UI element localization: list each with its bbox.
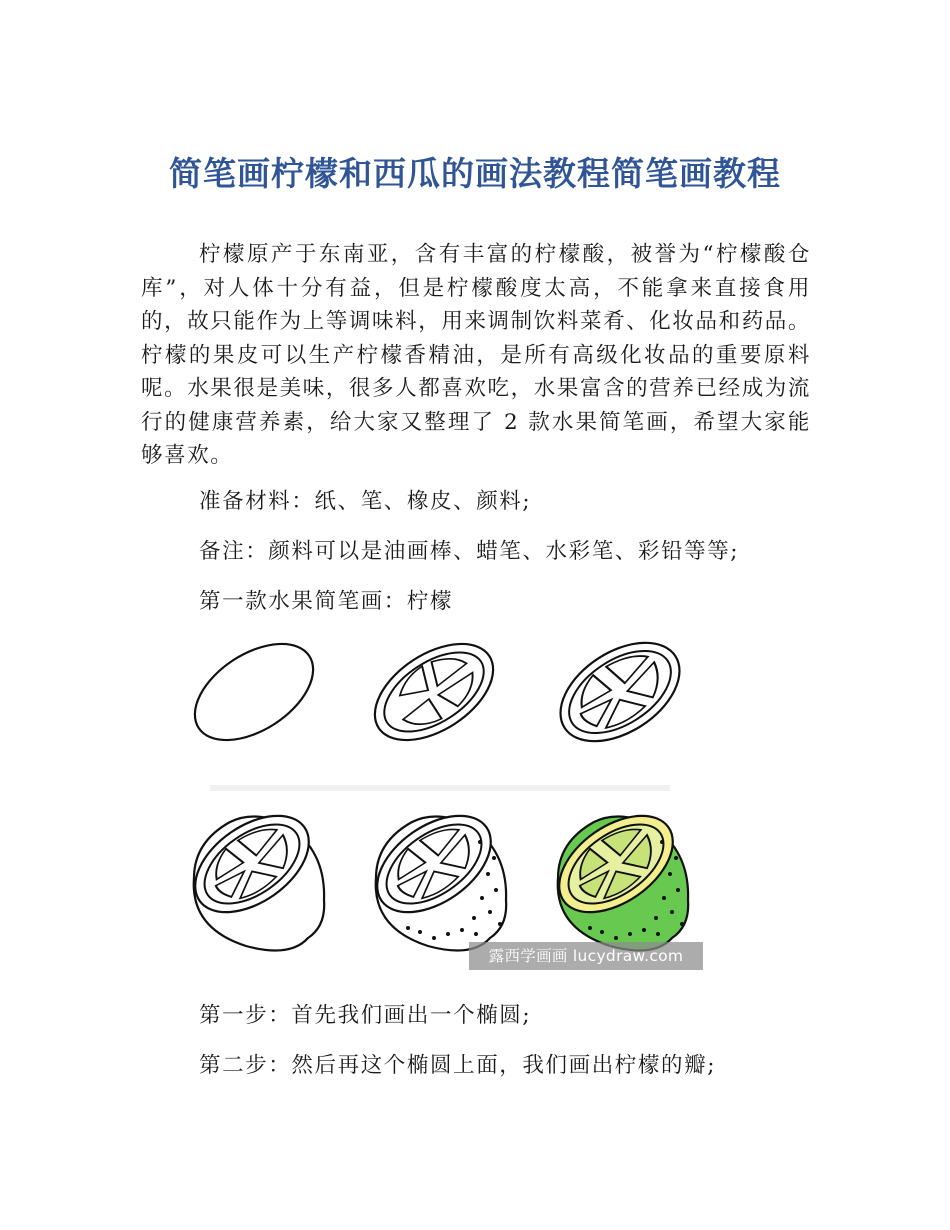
note-line: 备注：颜料可以是油画棒、蜡笔、水彩笔、彩铅等等;	[199, 539, 740, 564]
step4-half-lemon	[178, 796, 326, 950]
section-heading: 第一款水果简笔画：柠檬	[199, 589, 454, 614]
lemon-drawing-steps-figure	[150, 628, 712, 980]
step5-half-lemon-dotted	[360, 796, 508, 950]
lemon-steps-illustration	[150, 628, 712, 980]
intro-paragraph: 柠檬原产于东南亚，含有丰富的柠檬酸，被誉为“柠檬酸仓库”，对人体十分有益，但是柠檬酸度太高，不能拿来直接食用的，故只能作为上等调味料，用来调制饮料菜肴、化妆品和药品。柠檬的果皮可以生产柠檬香精油，是所有高级化妆品的重要原料呢。水果很是美味，很多人都喜欢吃，水果富含的营养已经成为流行的健康营养素，给大家又整理了 2 款水果简笔画，希望大家能够喜欢。	[141, 242, 811, 468]
step3-lemon-slice	[543, 628, 697, 761]
step6-colored-half-lemon	[542, 796, 690, 950]
materials-line: 准备材料：纸、笔、橡皮、颜料;	[199, 489, 532, 514]
figure-watermark: 露西学画画 lucydraw.com	[469, 942, 703, 970]
step2-text: 第二步：然后再这个椭圆上面，我们画出柠檬的瓣;	[199, 1053, 717, 1078]
step1-text: 第一步：首先我们画出一个椭圆;	[199, 1003, 532, 1028]
step1-lemon-outline	[178, 628, 330, 760]
page-title: 简笔画柠檬和西瓜的画法教程简笔画教程	[169, 154, 781, 193]
step2-lemon-segments	[358, 628, 510, 760]
